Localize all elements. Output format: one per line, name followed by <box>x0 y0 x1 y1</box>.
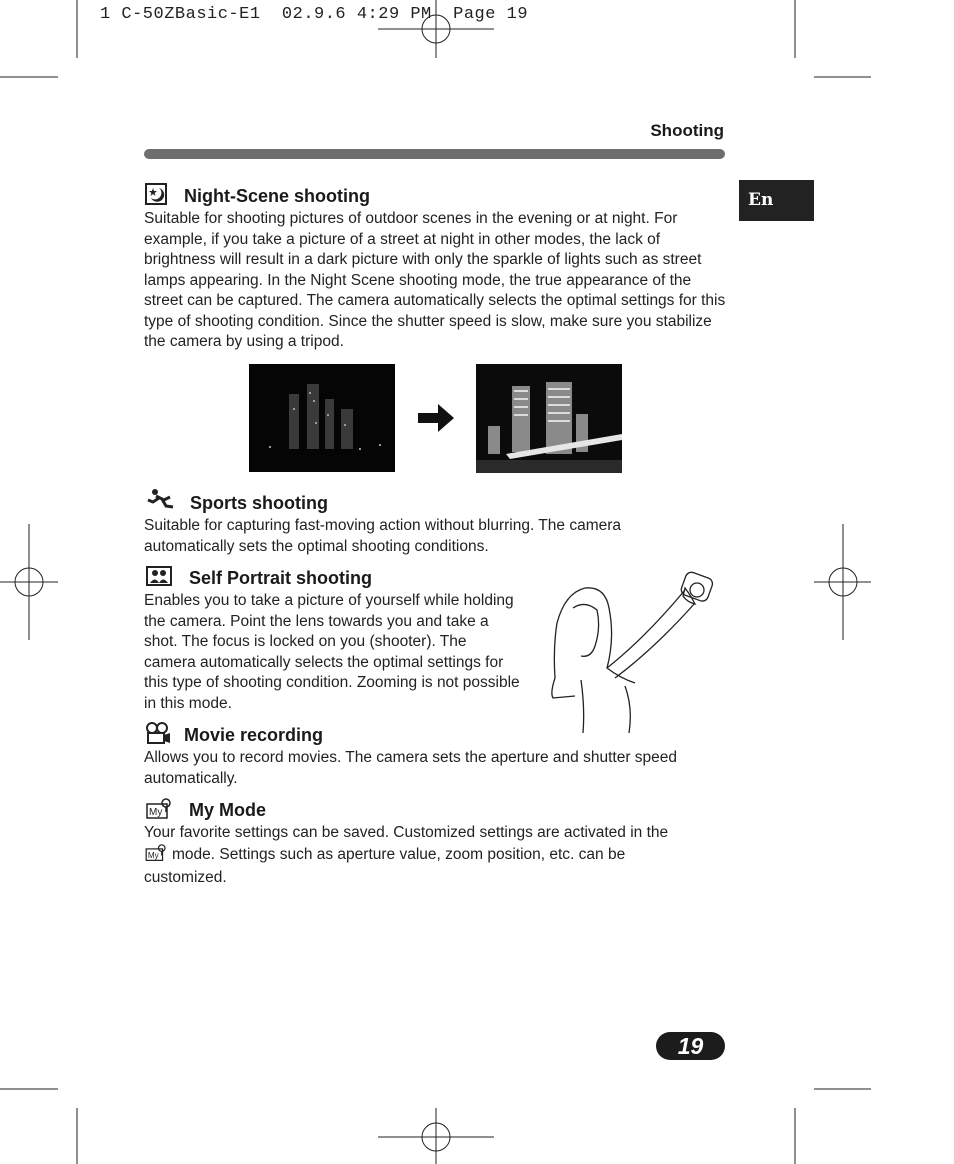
my-mode-icon-label: My <box>149 807 163 818</box>
my-mode-inline-icon-label: My <box>147 850 159 860</box>
my-mode-heading: My Mode <box>189 800 267 820</box>
movie-heading: Movie recording <box>184 725 324 745</box>
night-scene-heading: Night-Scene shooting <box>184 186 370 206</box>
my-mode-body-line2-text: mode. Settings such as aperture value, zoom position, etc. can be <box>172 845 626 863</box>
my-mode-body <box>144 823 728 889</box>
self-portrait-icon <box>146 566 172 586</box>
movie-camera-icon <box>145 722 171 744</box>
movie-body: Allows you to record movies. The camera sets the aperture and shutter speed automatically. <box>144 749 678 787</box>
printer-slug-line: 1 C-50ZBasic-E1 02.9.6 4:29 PM Page 19 <box>100 5 529 24</box>
language-tab: En <box>739 180 814 221</box>
sports-body: Suitable for capturing fast-moving action without blurring. The camera automatically sets the optimal shooting conditions. <box>144 517 622 555</box>
bright-night-photo <box>476 364 622 473</box>
header-bar <box>144 149 725 159</box>
sports-heading: Sports shooting <box>190 493 328 513</box>
self-portrait-illustration <box>545 568 720 733</box>
my-mode-body-line1: Your favorite settings can be saved. Customized settings are activated in the <box>144 824 669 841</box>
self-portrait-body: Enables you to take a picture of yourself while holding the camera. Point the lens towards you and take a shot. The focus is locked on you (shooter). The camera automatically selects the optimal settings for this type of shooting condition. Zooming is not possible in this mode. <box>144 592 520 712</box>
page-number-badge: 19 <box>656 1032 725 1060</box>
section-label: Shooting <box>650 121 724 140</box>
night-scene-body: Suitable for shooting pictures of outdoor scenes in the evening or at night. For example, if you take a picture of a street at night in other modes, the lack of brightness will result in a dark picture with only the sparkle of lights such as street lamps appearing. In the Night Scene shooting mode, the true appearance of the street can be captured. The camera automatically selects the optimal settings for this type of shooting condition. Since the shutter speed is slow, make sure you stabilize the camera by using a tripod. <box>144 210 726 350</box>
my-mode-icon <box>146 798 172 820</box>
dark-night-photo <box>249 364 395 472</box>
my-mode-inline-icon <box>144 844 168 869</box>
arrow-right-icon <box>418 404 454 432</box>
sports-runner-icon <box>146 488 176 512</box>
night-scene-icon <box>145 183 167 205</box>
self-portrait-heading: Self Portrait shooting <box>189 568 373 588</box>
my-mode-body-line3: customized. <box>144 869 227 886</box>
my-mode-body-line2 <box>144 844 728 869</box>
